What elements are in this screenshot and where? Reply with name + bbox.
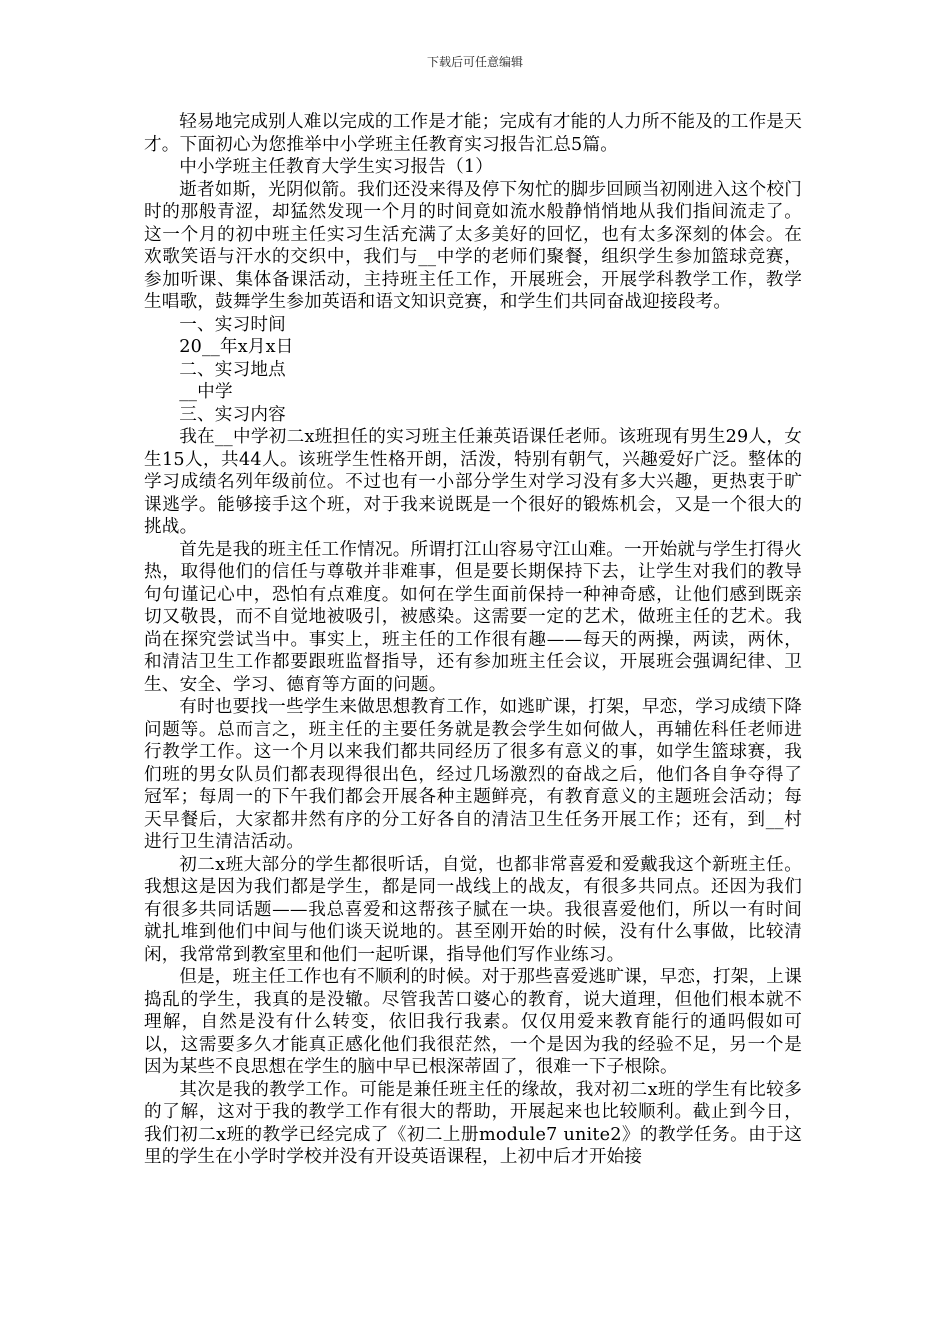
page-header: 下载后可任意编辑 (426, 55, 523, 69)
body-paragraph: 其次是我的教学工作。可能是兼任班主任的缘故，我对初二x班的学生有比较多的了解，这对于我的教学工作有很大的帮助，开展起来也比较顺利。截止到今日，我们初二x班的教学已经完成了《初二上册module7 unite2》的教学任务。由于这里的学生在小学时学校并没有开设英语课程，上初中后才开始接 (144, 1079, 802, 1167)
body-paragraph: 我在__中学初二x班担任的实习班主任兼英语课任老师。该班现有男生29人，女生15人，共44人。该班学生性格开朗，活泼，特别有朝气，兴趣爱好广泛。整体的学习成绩名列年级前位。不过也有一小部分学生对学习没有多大兴趣，更热衷于旷课逃学。能够接手这个班，对于我来说既是一个很好的锻炼机会，又是一个很大的挑战。 (144, 427, 802, 537)
document-body (144, 111, 802, 1169)
body-paragraph: 首先是我的班主任工作情况。所谓打江山容易守江山难。一开始就与学生打得火热，取得他们的信任与尊敬并非难事，但是要长期保持下去，让学生对我们的教导句句谨记心中，恐怕有点难度。如何在学生面前保持一种神奇感，让他们感到既亲切又敬畏，而不自觉地被吸引，被感染。这需要一定的艺术，做班主任的艺术。我尚在探究尝试当中。事实上，班主任的工作很有趣——每天的两操，两读，两休，和清洁卫生工作都要跟班监督指导，还有参加班主任会议，开展班会强调纪律、卫生、安全、学习、德育等方面的问题。 (144, 539, 802, 695)
section-heading-time: 一、实习时间 (179, 314, 286, 335)
section-heading-content: 三、实习内容 (179, 404, 286, 425)
internship-location: __中学 (179, 382, 233, 402)
report-title: 中小学班主任教育大学生实习报告（1） (179, 157, 494, 177)
body-paragraph: 初二x班大部分的学生都很听话，自觉，也都非常喜爱和爱戴我这个新班主任。我想这是因为我们都是学生，都是同一战线上的战友，有很多共同点。还因为我们有很多共同话题——我总喜爱和这帮孩子腻在一块。我很喜爱他们，所以一有时间就扎堆到他们中间与他们谈天说地的。甚至刚开始的时候，没有什么事做，比较清闲，我常常到教室里和他们一起听课，指导他们写作业练习。 (144, 854, 802, 965)
intro-paragraph: 轻易地完成别人难以完成的工作是才能；完成有才能的人力所不能及的工作是天才。下面初心为您推举中小学班主任教育实习报告汇总5篇。 (144, 112, 802, 155)
internship-date: 20__年x月x日 (179, 337, 294, 357)
body-paragraph: 逝者如斯，光阴似箭。我们还没来得及停下匆忙的脚步回顾当初刚进入这个校门时的那般青涩，却猛然发现一个月的时间竟如流水般静悄悄地从我们指间流走了。这一个月的初中班主任实习生活充满了太多美好的回忆，也有太多深刻的体会。在欢歌笑语与汗水的交织中，我们与__中学的老师们聚餐，组织学生参加篮球竞赛，参加听课、集体备课活动，主持班主任工作，开展班会，开展学科教学工作，教学生唱歌，鼓舞学生参加英语和语文知识竞赛，和学生们共同奋战迎接段考。 (144, 179, 802, 312)
body-paragraph: 但是，班主任工作也有不顺利的时候。对于那些喜爱逃旷课，早恋，打架，上课捣乱的学生，我真的是没辙。尽管我苦口婆心的教育，说大道理，但他们根本就不理解，自然是没有什么转变，依旧我行我素。仅仅用爱来教育能行的通吗假如可以，这需要多久才能真正感化他们我很茫然，一个是因为我的经验不足，另一个是因为某些不良思想在学生的脑中早已根深蒂固了，很难一下子根除。 (144, 967, 802, 1077)
body-paragraph: 有时也要找一些学生来做思想教育工作，如逃旷课，打架，早恋，学习成绩下降问题等。总而言之，班主任的主要任务就是教会学生如何做人，再辅佐科任老师进行教学工作。这一个月以来我们都共同经历了很多有意义的事，如学生篮球赛，我们班的男女队员们都表现得很出色，经过几场激烈的奋战之后，他们各自争夺得了冠军；每周一的下午我们都会开展各种主题鲜亮，有教育意义的主题班会活动；每天早餐后，大家都井然有序的分工好各自的清洁卫生任务开展工作；还有，到__村进行卫生清洁活动。 (144, 697, 802, 852)
section-heading-location: 二、实习地点 (179, 359, 286, 380)
